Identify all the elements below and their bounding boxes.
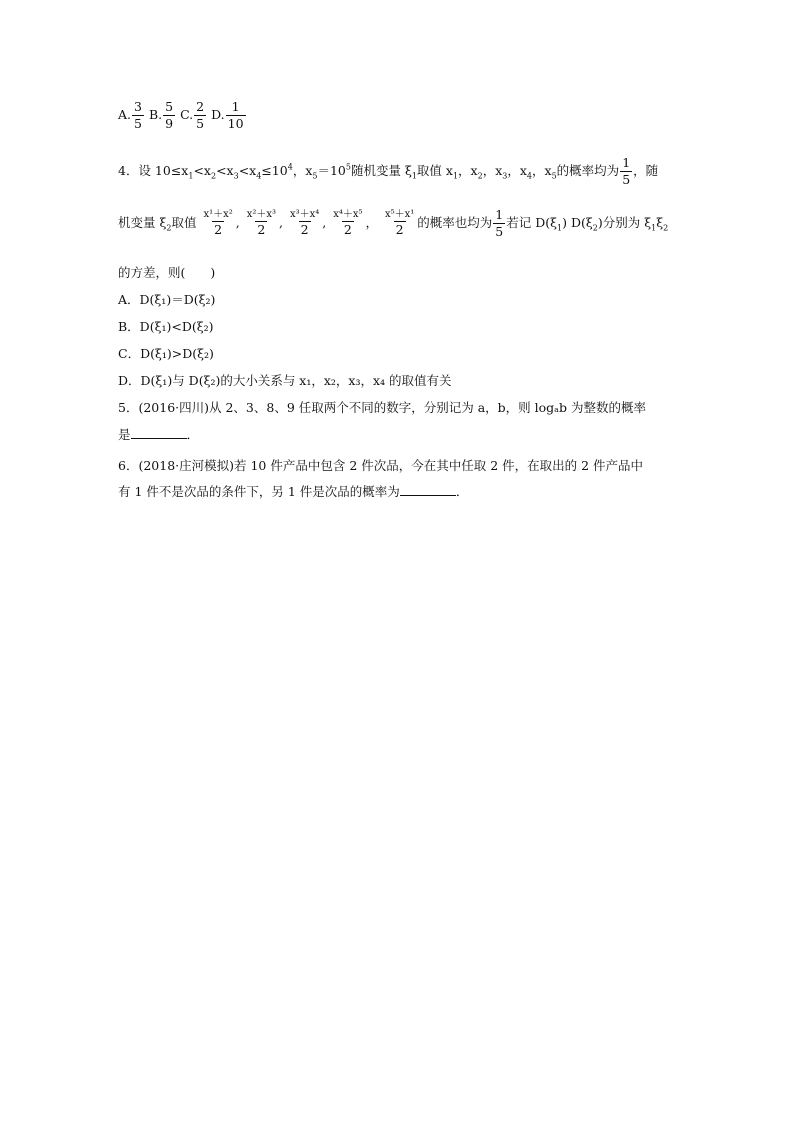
q3-option-a: A. $\frac{3}{5}$: [118, 99, 142, 131]
q4-option-d: D．D(ξ₁)与 D(ξ₂)的大小关系与 x₁，x₂，x₃，x₄ 的取值有关: [118, 373, 452, 388]
q6-line-2: 有 1 件不是次品的条件下，另 1 件是次品的概率为 ．: [118, 484, 469, 499]
q4-option-a: A．D(ξ₁)＝D(ξ₂): [118, 292, 216, 307]
q4-option-b: B．D(ξ₁)<D(ξ₂): [118, 319, 214, 334]
pair-fraction-3: $\frac{\text{x³＋x⁴}}{2}$: [289, 209, 320, 238]
pair-fraction-4: $\frac{\text{x⁴＋x⁵}}{2}$: [333, 209, 363, 238]
prob-fraction-2: $\frac{1}{5}$: [495, 207, 504, 239]
q4-line-2: 机变量 $\xi_2$取值 $\frac{\text{x¹＋x²}}{2}$ , $\frac{\text{x²＋x³}}{2}$ , $\frac{\text{x³＋x⁴}}{2}$ , $\frac{\text{x⁴＋x⁵}}{2}$ ， $\frac{\text{x⁵＋x¹}}{2}$ 的概率也均为 $\frac{1}{5}$ 若记 $D(\xi_1)$ $D(\xi_2)$分别为 $\xi_1\xi_2$: [118, 207, 669, 239]
pair-fraction-5: $\frac{\text{x⁵＋x¹}}{2}$: [384, 209, 415, 238]
pair-fraction-1: $\frac{\text{x¹＋x²}}{2}$: [203, 209, 233, 238]
q3-options: [118, 100, 247, 131]
pair-fraction-2: $\frac{\text{x²＋x³}}{2}$: [246, 209, 276, 238]
prob-fraction: $\frac{1}{5}$: [622, 155, 631, 187]
q5-line-2: 是 ．: [118, 427, 200, 442]
answer-blank: [131, 426, 187, 439]
q3-option-d: D. $\frac{1}{10}$: [211, 99, 244, 131]
q6-line-1: 6．(2018·庄河模拟)若 10 件产品中包含 2 件次品，今在其中任取 2 件，在取出的 2 件产品中: [118, 458, 644, 473]
q5-line-1: 5．(2016·四川)从 2、3、8、9 任取两个不同的数字，分别记为 a，b，则 logₐb 为整数的概率: [118, 400, 646, 415]
q4-line-1: 4．设 $10\le x_1<x_2<x_3<x_4\le 10^4$，$x_5=10^5$随机变量 $\xi_1$取值 $x_1$，$x_2$，$x_3$，$x_4$，$x_5$的概率均为 $\frac{1}{5}$ ，随: [118, 155, 659, 187]
q4-option-c: C．D(ξ₁)>D(ξ₂): [118, 346, 214, 361]
q4-line-3: 的方差，则( ): [118, 265, 216, 280]
q3-option-c: C. $\frac{2}{5}$: [180, 99, 205, 131]
q3-option-b: B. $\frac{5}{9}$: [148, 99, 174, 131]
answer-blank: [400, 483, 456, 496]
